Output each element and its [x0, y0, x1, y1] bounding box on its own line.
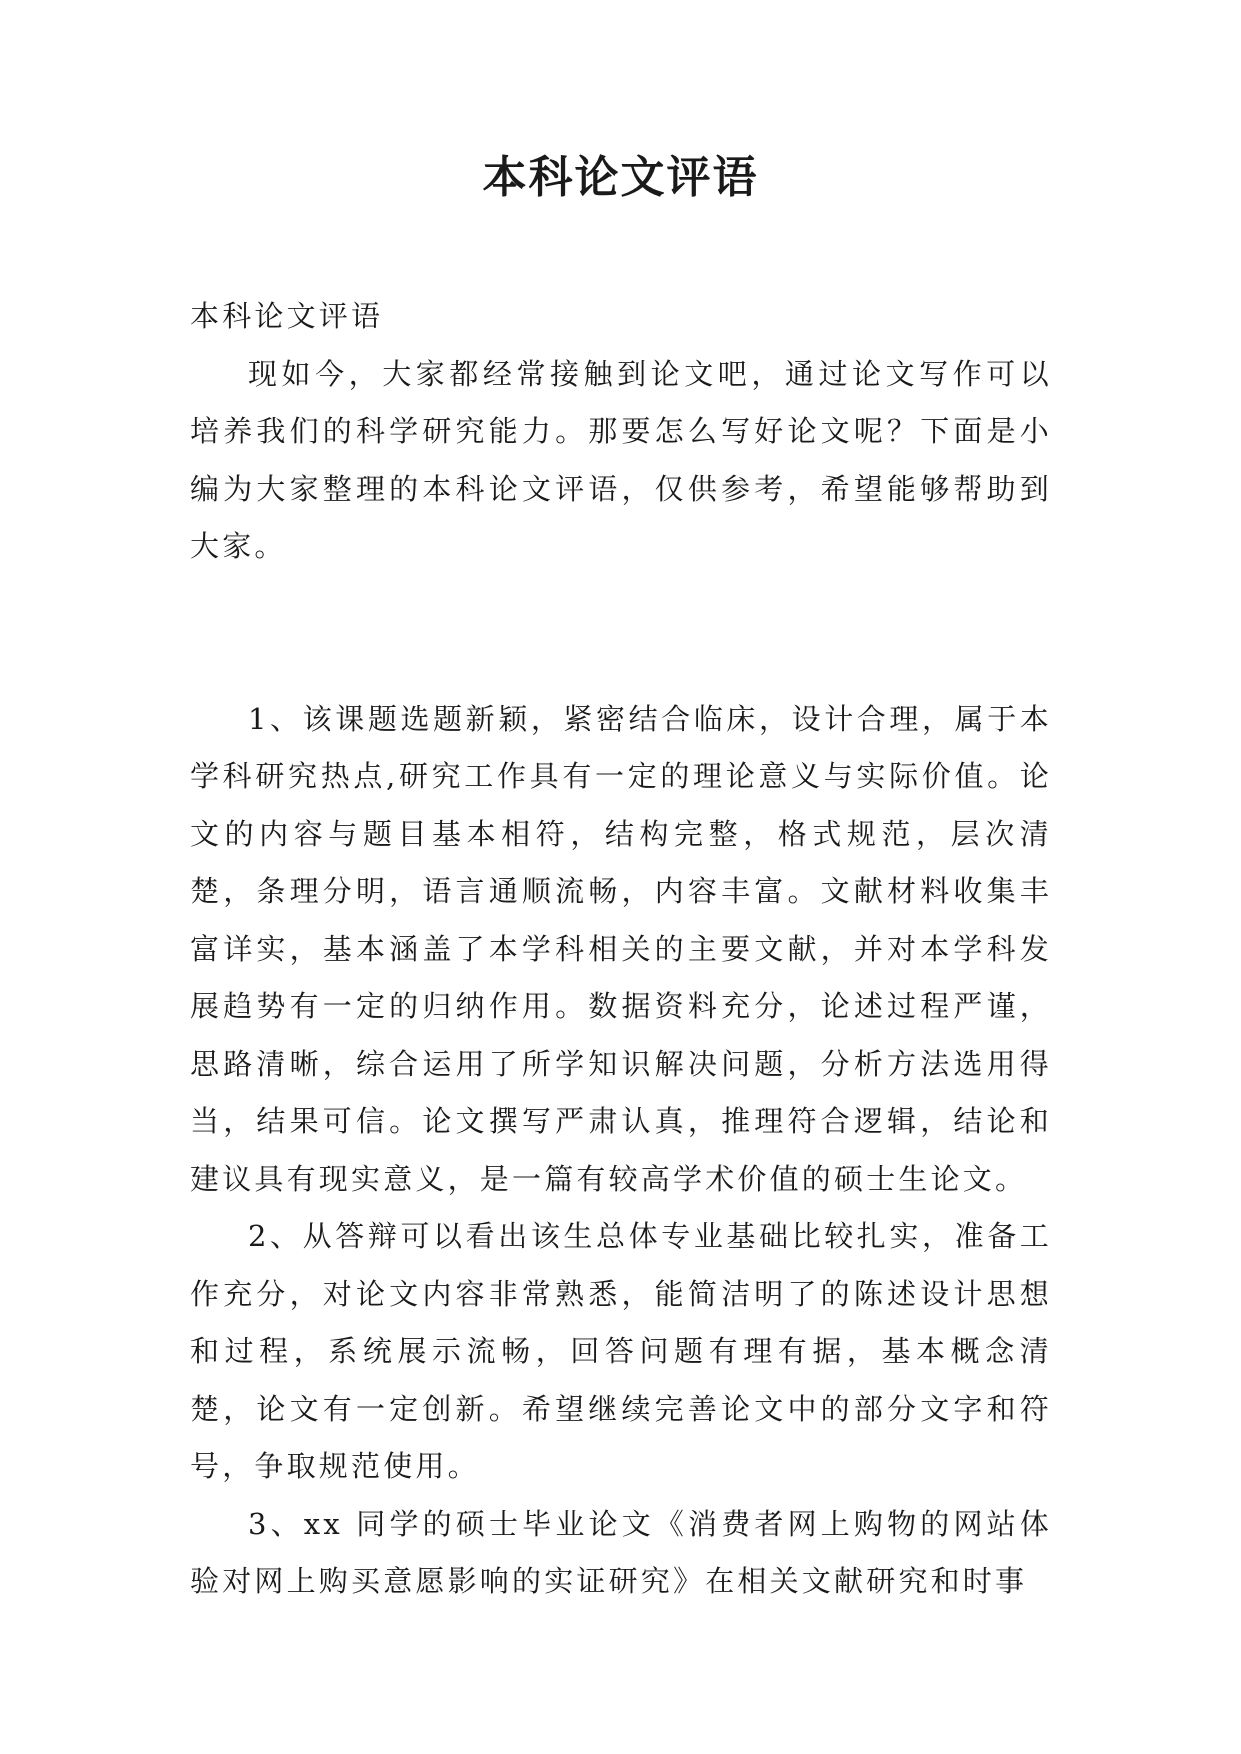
paragraph-gap: [190, 576, 1052, 691]
comment-paragraph-2: 2、从答辩可以看出该生总体专业基础比较扎实，准备工作充分，对论文内容非常熟悉，能简洁明了的陈述设计思想和过程，系统展示流畅，回答问题有理有据，基本概念清楚，论文有一定创新。希望继续完善论文中的部分文字和符号，争取规范使用。: [190, 1219, 1052, 1483]
comment-paragraph-1: 1、该课题选题新颖，紧密结合临床，设计合理，属于本学科研究热点,研究工作具有一定的理论意义与实际价值。论文的内容与题目基本相符，结构完整，格式规范，层次清楚，条理分明，语言通顺流畅，内容丰富。文献材料收集丰富详实，基本涵盖了本学科相关的主要文献，并对本学科发展趋势有一定的归纳作用。数据资料充分，论述过程严谨，思路清晰，综合运用了所学知识解决问题，分析方法选用得当，结果可信。论文撰写严肃认真，推理符合逻辑，结论和建议具有现实意义，是一篇有较高学术价值的硕士生论文。: [190, 701, 1052, 1196]
document-subtitle: 本科论文评语: [190, 299, 384, 333]
comment-paragraph-3: 3、xx 同学的硕士毕业论文《消费者网上购物的网站体验对网上购买意愿影响的实证研究》在相关文献研究和时事: [190, 1506, 1052, 1598]
document-body: [190, 288, 1052, 1611]
document-title: 本科论文评语: [482, 152, 759, 203]
intro-paragraph: 现如今，大家都经常接触到论文吧，通过论文写作可以培养我们的科学研究能力。那要怎么写好论文呢？下面是小编为大家整理的本科论文评语，仅供参考，希望能够帮助到大家。: [190, 356, 1052, 563]
